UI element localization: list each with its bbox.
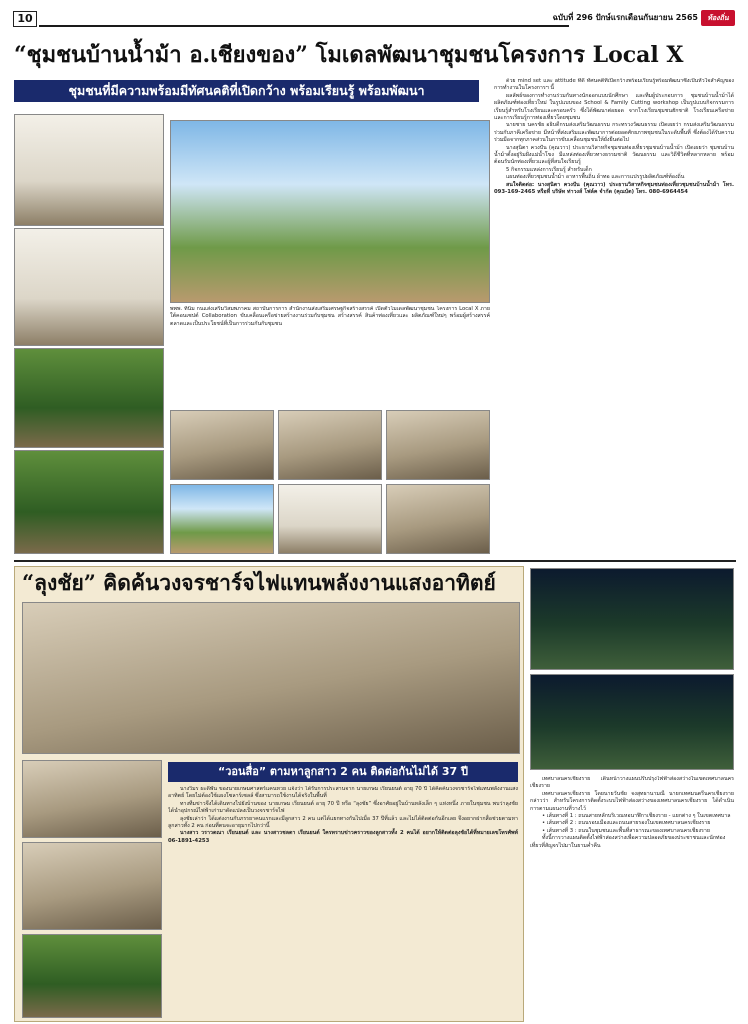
article2-sub-banner: “วอนสื่อ” ตามหาลูกสาว 2 คน ติดต่อกันไม่ได้ 37 ปี (168, 762, 518, 782)
issue-line: ฉบับที่ 296 ปักษ์แรกเดือนกันยายน 2565 (552, 13, 698, 22)
section-divider (14, 560, 736, 562)
article1-paragraph: ด้วย mind set และ attitude ที่ดี ทัศนคติที่เปิดกว้างพร้อมเรียนรู้พร้อมพัฒนาซึ่งเป็นหัวใจสำคัญของการทำงานในโครงการฯ นี้ (494, 78, 734, 92)
article1-body (494, 78, 734, 558)
article1-paragraph: 5 กิจกรรมแหล่งการเรียนรู้ สำหรับเด็ก (506, 166, 592, 173)
article3-paragraph: • เส้นทางที่ 1 : ถนนสายหลักบริเวณหอนาฬิกาเชียงราย - แยกต่าง ๆ ในเขตเทศบาล (542, 813, 731, 820)
photo-group-outdoor (14, 450, 164, 554)
header-rule (39, 25, 569, 27)
article1-caption: พพพ. ทินิม กนแส่งเสริมวิสมพภาคม สถาบันการการ สำนักงานส่งเสริมเศรษฐกิจสร้างสรรค์ เปิดตัวโมเดลพัฒนาชุมชน โครงการ Local X ภายใต้คอนเซปต์ Collaboration ขับเคลื่อนเครือข่ายสร้างงานร่วมกับชุมชน สร้างสรรค์ สินค้าท่องเที่ยวและ ผลิตภัณฑ์ใหม่ๆ พร้อมผู้สร้างสรรค์ตลาดและเป็นประโยชน์ที่เป็นการร่วมกันกับชุมชน (170, 306, 490, 327)
article3-paragraph: เทศบาลนครเชียงราย โดยนายวันชัย จงสุทธานามณี นายกเทศมนตรีนครเชียงราย กล่าวว่า สำหรับโครงการติดตั้งระบบไฟฟ้าส่องสว่างของเทศบาลนครเชียงราย ได้ดำเนินการตามแผนงานที่วางไว้ (530, 790, 734, 812)
article1-paragraph: ผลลัพธ์ของการทำงานร่วมกันทางนักออกแบบนักศึกษา และทีมผู้ประกอบการ ชุมชนบ้านน้ำม้าได้ผลิตภัณฑ์ท่องเที่ยวใหม่ ในรูปแบบของ School & Family Cutting workshop เป็นรูปแบบกิจกรรมการเรียนรู้สำหรับโรงเรียนและครอบครัว ซึ่งได้พัฒนาต่อยอด จากโรงเรียนชุมชนฮักชาติ โรงเรียนเครือข่าย และการเรียนรู้การท่องเที่ยวโดยชุมชน (494, 92, 734, 122)
article1-contact: สนใจติดต่อ: นางสุนิตา ควงปัน (คุณวาว) ประธานวิสาหกิจชุมชนท่องเที่ยวชุมชนบ้านน้ำม้า โทร. 093-169-2465 หรือที่ บริษัท ท่าวงส์ โฟล์ค จำกัด (คุณบัต) โทร. 080-6964454 (494, 181, 734, 196)
photo-lungchai-workshop (22, 602, 520, 754)
photo-lungchai-portrait (22, 760, 162, 838)
photo-speaker-1 (14, 114, 164, 226)
article1-headline: “ชุมชนบ้านน้ำม้า อ.เชียงของ” โมเดลพัฒนาชุมชนโครงการ Local X (14, 42, 684, 68)
article3-paragraph: เทศบาลนครเชียงราย เดินหน้าวางแผนปรับปรุงไฟฟ้าส่องสว่างในเขตเทศบาลนครเชียงราย (530, 776, 734, 790)
article3-paragraph: • เส้นทางที่ 2 : ถนนรอบเมืองและถนนสายรองในเขตเทศบาลนครเชียงราย (542, 820, 711, 827)
article2-paragraph: นางวิมร ผะดีพัน ของนายเกษมศาสตร์แคนหวย แจ้งว่า ได้รับการประสานจาก นายเกษม เรียนยนต์ อายุ 70 ปี ได้คิดค้นวงจรชาร์จไฟแทนพลังงานแสงอาทิตย์ โดยไม่ต้องใช้แผงโซลาร์เซลล์ ซึ่งสามารถใช้งานได้จริงในพื้นที่ (168, 786, 518, 800)
article2-contact: นางสาว วราวดณา เรียนยนต์ และ นางสาวชลดา เรียนยนต์ ใครทราบข่าวคราวของลูกสาวทั้ง 2 คนได้ อยากให้ติดต่อลุงชัยได้ที่หมายเลขโทรศัพท์ 06-1891-4253 (168, 830, 518, 844)
article1-paragraph: นายชาย นครชัย อธิบดีกรมส่งเสริมวัฒนธรรม กระทรวงวัฒนธรรม เปิดเผยว่า กรมส่งเสริมวัฒนธรรม ร่วมกับภาคีเครือข่าย มีหน้าที่ส่งเสริมและพัฒนาการต่อยอดศักยภาพชุมชนในระดับพื้นที่ ซึ่งต้องได้รับความร่วมมือจากทุกภาคส่วนในการขับเคลื่อนชุมชนให้ยั่งยืนต่อไป (494, 122, 734, 144)
article2-headline: “ลุงชัย” คิดค้นวงจรชาร์จไฟแทนพลังงานแสงอาทิตย์ (22, 570, 496, 595)
publication-logo: ท้องถิ่น (701, 10, 735, 26)
photo-house (22, 934, 162, 1018)
photo-group-main (170, 120, 490, 303)
article3-body (530, 776, 734, 1020)
photo-charger-closeup (22, 842, 162, 930)
article1-paragraph: นางสุนิตา ควงปัน (คุณวาว) ประธานวิสาหกิจชุมชนท่องเที่ยวชุมชนบ้านน้ำม้า เปิดเผยว่า ชุมชนบ้านน้ำม้าตั้งอยู่ริมฝั่งแม่น้ำโขง มีแหล่งท่องเที่ยวทางธรรมชาติ วัฒนธรรม และวิถีชีวิตที่หลากหลาย พร้อมต้อนรับนักท่องเที่ยวและผู้ที่สนใจเรียนรู้ (494, 144, 734, 166)
article3-paragraph: • เส้นทางที่ 3 : ถนนในชุมชนและพื้นที่สาธารณะของเทศบาลนครเชียงราย (542, 827, 710, 834)
article2-paragraph: ทางทีมข่าวจึงได้เดินทางไปยังบ้านของ นายเกษม เรียนยนต์ อายุ 70 ปี หรือ “ลุงชัย” ซึ่งอาศัยอยู่ในบ้านหลังเล็ก ๆ แห่งหนึ่ง ภายในชุมชน พบว่าลุงชัยได้นำอุปกรณ์ไฟฟ้าเก่ามาดัดแปลงเป็นวงจรชาร์จไฟ (168, 800, 518, 815)
photo-night-lighting (530, 568, 734, 670)
photo-workshop-1 (170, 410, 274, 480)
page-header (13, 9, 735, 31)
page-number: 10 (13, 11, 37, 27)
photo-workshop-3 (386, 410, 490, 480)
photo-poster (278, 484, 382, 554)
article3-paragraph: ทั้งนี้การวางแผนติดตั้งไฟฟ้าส่องสว่างเพื่อความปลอดภัยของประชาชนและนักท่องเที่ยวที่สัญจรไปมาในยามค่ำคืน (530, 835, 726, 849)
photo-woman-presenter (14, 348, 164, 448)
article1-banner: ชุมชนที่มีความพร้อมมีทัศนคติที่เปิดกว้าง พร้อมเรียนรู้ พร้อมพัฒนา (14, 80, 479, 102)
photo-street-workers (530, 674, 734, 770)
photo-riverside (170, 484, 274, 554)
article2-body (168, 786, 518, 1018)
photo-workshop-2 (278, 410, 382, 480)
article2-paragraph: ลุงชัยเล่าว่า ได้แต่งงานกับภรรยาคนแรกและมีลูกสาว 2 คน แต่ได้แยกทางกันไปเมื่อ 37 ปีที่แล้ว และไม่ได้ติดต่อกันอีกเลย จึงอยากฝากสื่อช่วยตามหาลูกสาวทั้ง 2 คน ก่อนที่ตนจะอายุมากไปกว่านี้ (168, 815, 518, 830)
photo-workshop-4 (386, 484, 490, 554)
photo-speaker-2 (14, 228, 164, 346)
article1-paragraph: แผนท่องเที่ยวชุมชนน้ำม้า อาหารพื้นถิ่น ผ้าทอ และการแปรรูปผลิตภัณฑ์ท้องถิ่น (506, 174, 685, 181)
